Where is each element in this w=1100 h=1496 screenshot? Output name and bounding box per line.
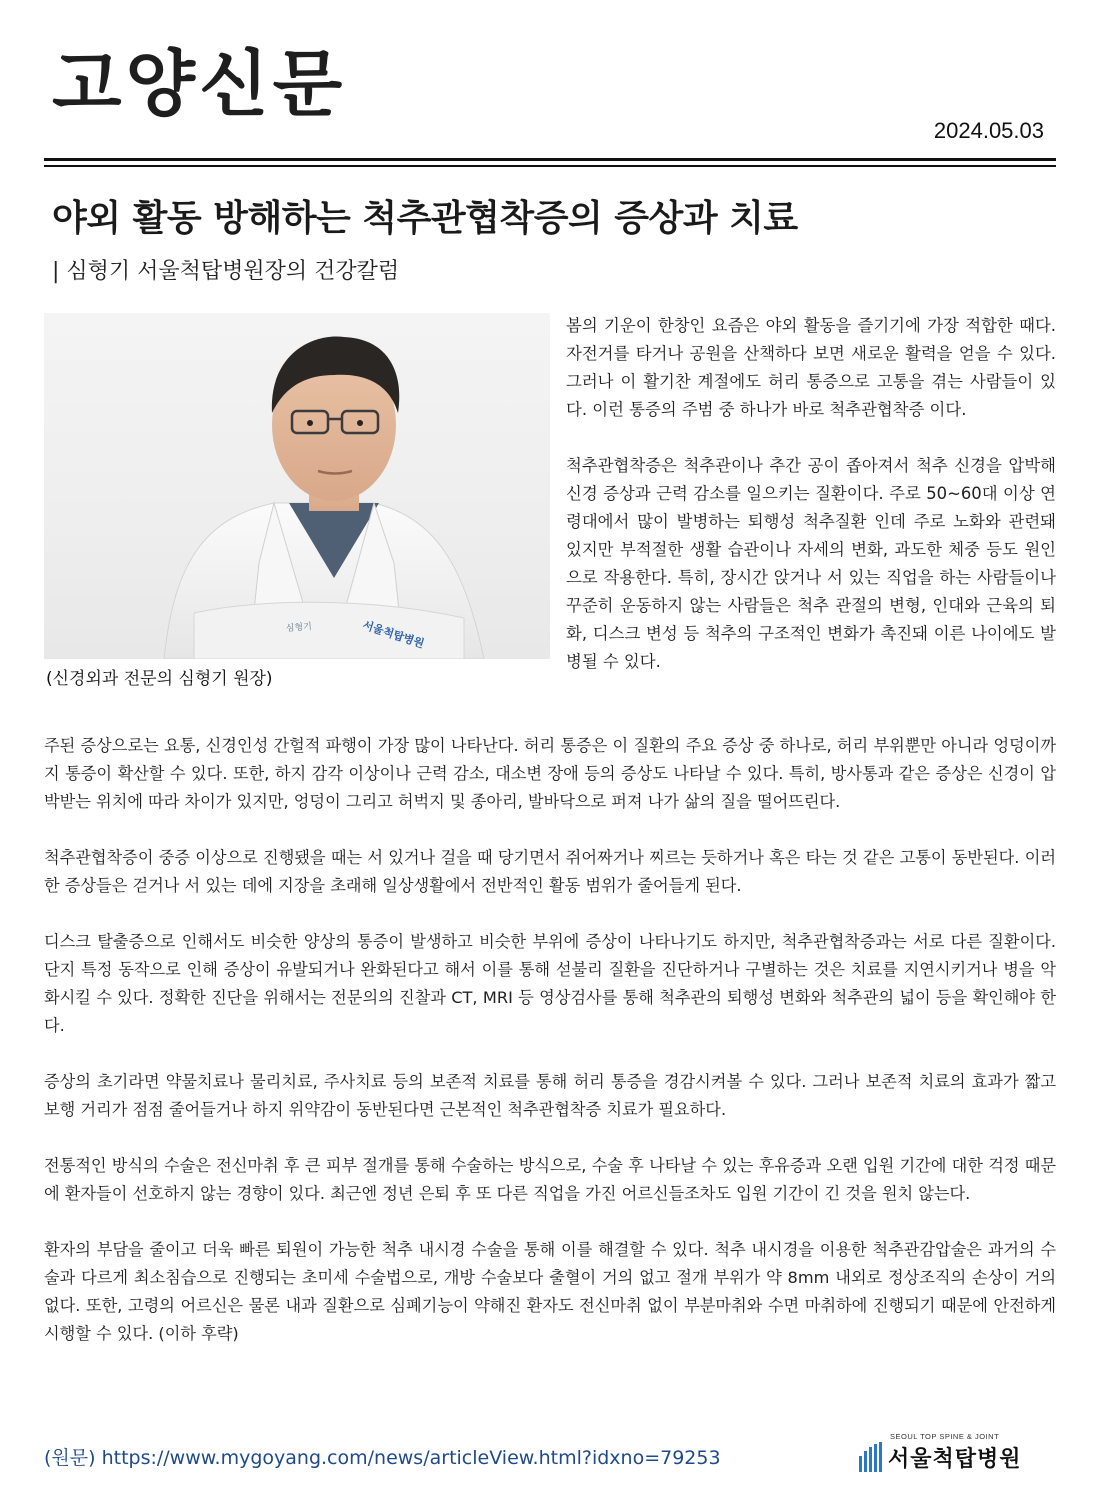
body-paragraph-1: 주된 증상으로는 요통, 신경인성 간헐적 파행이 가장 많이 나타난다. 허리 통증은 이 질환의 주요 증상 중 하나로, 허리 부위뿐만 아니라 엉덩이까지 통증이 확산할 수 있다. 또한, 하지 감각 이상이나 근력 감소, 대소변 장애 등의 증상도 나타날 수 있다. 특히, 방사통과 같은 증상은 신경이 압박받는 위치에 따라 차이가 있지만, 엉덩이 그리고 허벅지 및 종아리, 발바닥으로 퍼져 나가 삶의 질을 떨어뜨린다.	[44, 736, 1056, 811]
intro-paragraph-2: 척추관협착증은 척추관이나 추간 공이 좁아져서 척추 신경을 압박해 신경 증상과 근력 감소를 일으키는 질환이다. 주로 50~60대 이상 연령대에서 많이 발병하는 퇴행성 척추질환 인데 주로 노화와 관련돼 있지만 부적절한 생활 습관이나 자세의 변화, 과도한 체중 등도 원인으로 작용한다. 특히, 장시간 앉거나 서 있는 직업을 하는 사람들이나 꾸준히 운동하지 않는 사람들은 척추 관절의 변형, 인대와 근육의 퇴화, 디스크 변성 등 척추의 구조적인 변화가 촉진돼 이른 나이에도 발병될 수 있다.	[566, 456, 1056, 671]
photo-caption: (신경외과 전문의 심형기 원장)	[46, 669, 273, 689]
bar-chart-mark-icon	[858, 1442, 886, 1472]
body-paragraph-2: 척추관협착증이 중증 이상으로 진행됐을 때는 서 있거나 걸을 때 당기면서 쥐어짜거나 찌르는 듯하거나 혹은 타는 것 같은 고통이 동반된다. 이러한 증상들은 걷거나 서 있는 데에 지장을 초래해 일상생활에서 전반적인 활동 범위가 줄어들게 된다.	[44, 848, 1056, 895]
masthead-rule-top	[44, 158, 1056, 161]
logo-subtitle: SEOUL TOP SPINE & JOINT	[890, 1432, 1000, 1441]
body-paragraph-5: 전통적인 방식의 수술은 전신마취 후 큰 피부 절개를 통해 수술하는 방식으로, 수술 후 나타날 수 있는 후유증과 오랜 입원 기간에 대한 걱정 때문에 환자들이 선호하지 않는 경향이 있다. 최근엔 정년 은퇴 후 또 다른 직업을 가진 어르신들조차도 입원 기간이 긴 것을 원치 않는다.	[44, 1156, 1056, 1203]
article-headline: 야외 활동 방해하는 척추관협착증의 증상과 치료	[52, 198, 798, 239]
coat-name-embroidery: 심형기	[285, 622, 313, 634]
body-paragraph-3: 디스크 탈출증으로 인해서도 비슷한 양상의 통증이 발생하고 비슷한 부위에 증상이 나타나기도 하지만, 척추관협착증과는 서로 다른 질환이다. 단지 특정 동작으로 인해 증상이 유발되거나 완화된다고 해서 이를 통해 섣불리 질환을 진단하거나 구별하는 것은 치료를 지연시키거나 병을 악화시킬 수 있다. 정확한 진단을 위해서는 전문의의 진찰과 CT, MRI 등 영상검사를 통해 척추관의 퇴행성 변화와 척추관의 넓이 등을 확인해야 한다.	[44, 932, 1056, 1035]
article-subhead: | 심형기 서울척탑병원장의 건강칼럼	[52, 259, 400, 284]
intro-column	[566, 312, 1056, 704]
publication-date: 2024.05.03	[933, 118, 1044, 143]
masthead-rule-bottom	[44, 165, 1056, 167]
body-paragraph-6: 환자의 부담을 줄이고 더욱 빠른 퇴원이 가능한 척추 내시경 수술을 통해 이를 해결할 수 있다. 척추 내시경을 이용한 척추관감압술은 과거의 수술과 다르게 최소침습으로 진행되는 초미세 수술법으로, 개방 수술보다 출혈이 거의 없고 절개 부위가 약 8mm 내외로 정상조직의 손상이 거의 없다. 또한, 고령의 어르신은 물론 내과 질환으로 심폐기능이 약해진 환자도 전신마취 없이 부분마취와 수면 마취하에 진행되기 때문에 안전하게 시행할 수 있다. (이하 후략)	[44, 1240, 1056, 1343]
logo-name: 서울척탑병원	[888, 1447, 1022, 1472]
hospital-logo	[858, 1432, 1058, 1476]
article-body	[44, 732, 1056, 1376]
newspaper-masthead: 고양신문	[52, 42, 347, 126]
source-link[interactable]: (원문) https://www.mygoyang.com/news/articleView.html?idxno=79253	[44, 1447, 721, 1469]
intro-paragraph-1: 봄의 기운이 한창인 요즘은 야외 활동을 즐기기에 가장 적합한 때다. 자전거를 타거나 공원을 산책하다 보면 새로운 활력을 얻을 수 있다. 그러나 이 활기찬 계절에도 허리 통증으로 고통을 겪는 사람들이 있다. 이런 통증의 주범 중 하나가 바로 척추관협착증 이다.	[566, 316, 1056, 419]
doctor-portrait-photo	[44, 313, 550, 659]
coat-hospital-logo: 서울척탑병원	[361, 618, 426, 651]
body-paragraph-4: 증상의 초기라면 약물치료나 물리치료, 주사치료 등의 보존적 치료를 통해 허리 통증을 경감시켜볼 수 있다. 그러나 보존적 치료의 효과가 짧고 보행 거리가 점점 줄어들거나 하지 위약감이 동반된다면 근본적인 척추관협착증 치료가 필요하다.	[44, 1072, 1056, 1119]
